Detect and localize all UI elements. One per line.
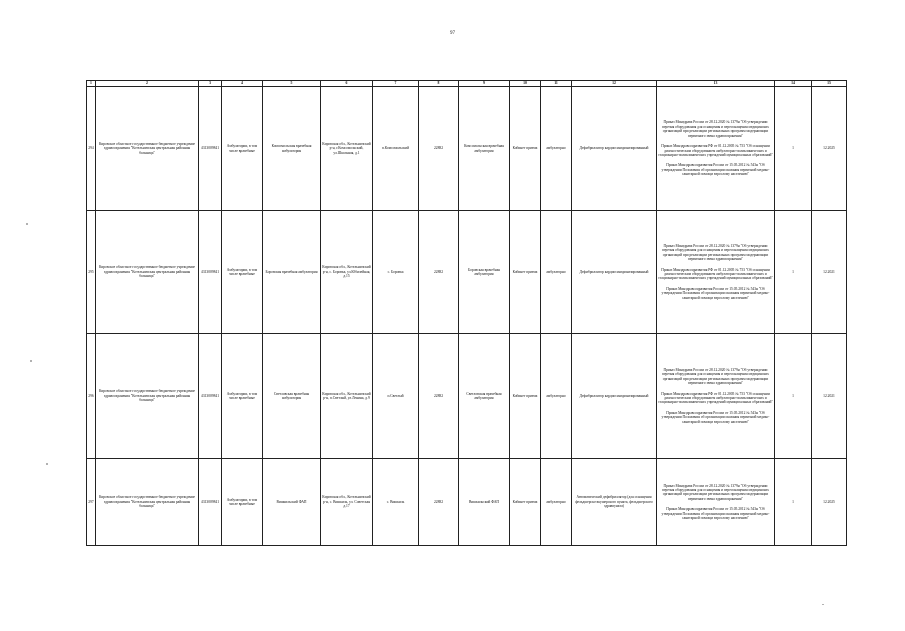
inn: 4313009841 [199, 87, 222, 211]
legal-basis-item: Приказ Минздравсоцразвития РФ от 01.12.2005 № 753 "Об оснащении диагностическим оборудованием амбулаторно-поликлинических и стационарно-поликлинических учреждений муниципальных образований" [658, 267, 773, 281]
facility-address: Кировская обл., Котельничский р-н, с. Вишкиль, ул. Советская д.17 [321, 459, 373, 546]
legal-basis-item: Приказ Минздравсоцразвития России от 15.05.2012 № 543н "Об утверждении Положения об организации оказания первичной медико-санитарной помощи взрослому населению" [661, 163, 770, 177]
inn: 4313009841 [199, 459, 222, 546]
facility-unit: Комсомольская врачебная амбулатория [263, 87, 321, 211]
legal-basis [657, 211, 775, 334]
legal-basis-item: Приказ Минздрава России от 28.12.2020 № 1379н "Об утверждении перечня оборудования для оснащения и переоснащения медицинских организаций при реализации региональных программ модернизации первичного звена здравоохранения" [662, 483, 769, 501]
scan-speck [46, 463, 48, 465]
inn: 4313009841 [199, 211, 222, 334]
care-profile: амбулаторно [541, 87, 572, 211]
care-profile: амбулаторно [541, 459, 572, 546]
subunit: Боровская врачебная амбулатория [459, 211, 510, 334]
equipment-name: Автоматический дефибриллятор (для оснащения фельдшерско-акушерского пункта, фельдшерского здравпункта) [572, 459, 657, 546]
population: 22882 [419, 334, 459, 459]
column-header: 11 [541, 81, 572, 87]
facility-unit: Вишкильский ФАП [263, 459, 321, 546]
room: Кабинет приема [510, 87, 541, 211]
settlement: п.Комсомольский [373, 87, 419, 211]
organization-name: Кировское областное государственное бюджетное учреждение здравоохранения "Котельничская центральная районная больница" [96, 459, 199, 546]
population: 22882 [419, 459, 459, 546]
legal-basis-item: Приказ Минздравсоцразвития России от 15.05.2012 № 543н "Об утверждении Положения об организации оказания первичной медико-санитарной помощи взрослому населению" [661, 286, 770, 300]
population: 22882 [419, 87, 459, 211]
equipment-name: Дефибриллятор кардиосинхронизированный [572, 211, 657, 334]
equipment-name: Дефибриллятор кардиосинхронизированный [572, 334, 657, 459]
due-date: 12.2021 [812, 334, 847, 459]
column-header: 7 [373, 81, 419, 87]
row-number: 295 [87, 211, 96, 334]
column-header: 1 [87, 81, 96, 87]
care-profile: амбулаторно [541, 211, 572, 334]
scan-speck [26, 223, 28, 225]
equipment-name: Дефибриллятор кардиосинхронизированный [572, 87, 657, 211]
room: Кабинет приема [510, 211, 541, 334]
legal-basis-item: Приказ Минздравсоцразвития России от 15.05.2012 № 543н "Об утверждении Положения об организации оказания первичной медико-санитарной помощи взрослому населению" [661, 410, 770, 424]
subunit: Комсомольская врачебная амбулатория [459, 87, 510, 211]
column-header: 15 [812, 81, 847, 87]
organization-name: Кировское областное государственное бюджетное учреждение здравоохранения "Котельничская центральная районная больница" [96, 211, 199, 334]
row-number: 296 [87, 334, 96, 459]
facility-type: Амбулатории, в том числе врачебные [222, 87, 263, 211]
settlement: с. Вишкиль [373, 459, 419, 546]
page-number: 97 [450, 31, 455, 36]
quantity: 1 [775, 334, 812, 459]
column-header: 5 [263, 81, 321, 87]
column-header: 4 [222, 81, 263, 87]
due-date: 12.2021 [812, 211, 847, 334]
column-header: 3 [199, 81, 222, 87]
settlement: с. Боровка [373, 211, 419, 334]
row-number: 294 [87, 87, 96, 211]
facility-unit: Светловская врачебная амбулатория [263, 334, 321, 459]
facility-type: Амбулатории, в том числе врачебные [222, 459, 263, 546]
organization-name: Кировское областное государственное бюджетное учреждение здравоохранения "Котельничская центральная районная больница" [96, 87, 199, 211]
legal-basis-item: Приказ Минздрава России от 28.12.2020 № 1379н "Об утверждении перечня оборудования для оснащения и переоснащения медицинских организаций при реализации региональных программ модернизации первичного звена здравоохранения" [662, 120, 769, 138]
legal-basis [657, 334, 775, 459]
table-row [87, 87, 847, 211]
column-header: 14 [775, 81, 812, 87]
column-header: 8 [419, 81, 459, 87]
quantity: 1 [775, 459, 812, 546]
quantity: 1 [775, 87, 812, 211]
legal-basis [657, 87, 775, 211]
legal-basis-item: Приказ Минздравсоцразвития РФ от 01.12.2005 № 753 "Об оснащении диагностическим оборудованием амбулаторно-поликлинических и стационарно-поликлинических учреждений муниципальных образований" [658, 391, 773, 405]
due-date: 12.2025 [812, 459, 847, 546]
legal-basis-item: Приказ Минздрава России от 28.12.2020 № 1379н "Об утверждении перечня оборудования для оснащения и переоснащения медицинских организаций при реализации региональных программ модернизации первичного звена здравоохранения" [662, 243, 769, 262]
subunit: Вишкильский ФАП [459, 459, 510, 546]
legal-basis-item: Приказ Минздравсоцразвития РФ от 01.12.2005 № 753 "Об оснащении диагностическим оборудованием амбулаторно-поликлинических и стационарно-поликлинических учреждений муниципальных образований" [658, 144, 773, 157]
subunit: Светловская врачебная амбулатория [459, 334, 510, 459]
facility-address: Кировская обл., Котельничский р-н, г.Комсомольский, ул.Школьная, д.1 [321, 87, 373, 211]
column-header: 12 [572, 81, 657, 87]
facility-address: Кировская обл., Котельничский р-н, п.Светлый, ул.Ленина, д.9 [321, 334, 373, 459]
legal-basis [657, 459, 775, 546]
facility-address: Кировская обл., Котельничский р-н, с. Боровка, ул.Юбилейная, д.15 [321, 211, 373, 334]
table-row [87, 459, 847, 546]
room: Кабинет приема [510, 334, 541, 459]
facility-type: Амбулатории, в том числе врачебные [222, 334, 263, 459]
due-date: 12.2025 [812, 87, 847, 211]
column-header: 13 [657, 81, 775, 87]
facility-type: Амбулатории, в том числе врачебные [222, 211, 263, 334]
legal-basis-item: Приказ Минздравсоцразвития России от 15.05.2012 № 543н "Об утверждении Положения об организации оказания первичной медико-санитарной помощи взрослому населению" [661, 507, 770, 521]
column-header: 9 [459, 81, 510, 87]
settlement: п.Светлый [373, 334, 419, 459]
table-row [87, 334, 847, 459]
facility-unit: Боровская врачебная амбулатория [263, 211, 321, 334]
quantity: 1 [775, 211, 812, 334]
table-row [87, 211, 847, 334]
inn: 4313009841 [199, 334, 222, 459]
column-header: 10 [510, 81, 541, 87]
scan-speck [30, 360, 32, 362]
room: Кабинет приема [510, 459, 541, 546]
column-header: 6 [321, 81, 373, 87]
legal-basis-item: Приказ Минздрава России от 28.12.2020 № 1379н "Об утверждении перечня оборудования для оснащения и переоснащения медицинских организаций при реализации региональных программ модернизации первичного звена здравоохранения" [662, 367, 769, 386]
column-header: 2 [96, 81, 199, 87]
row-number: 297 [87, 459, 96, 546]
care-profile: амбулаторно [541, 334, 572, 459]
scan-speck [822, 604, 824, 605]
organization-name: Кировское областное государственное бюджетное учреждение здравоохранения "Котельничская центральная районная больница" [96, 334, 199, 459]
equipment-table [86, 80, 847, 546]
population: 22882 [419, 211, 459, 334]
